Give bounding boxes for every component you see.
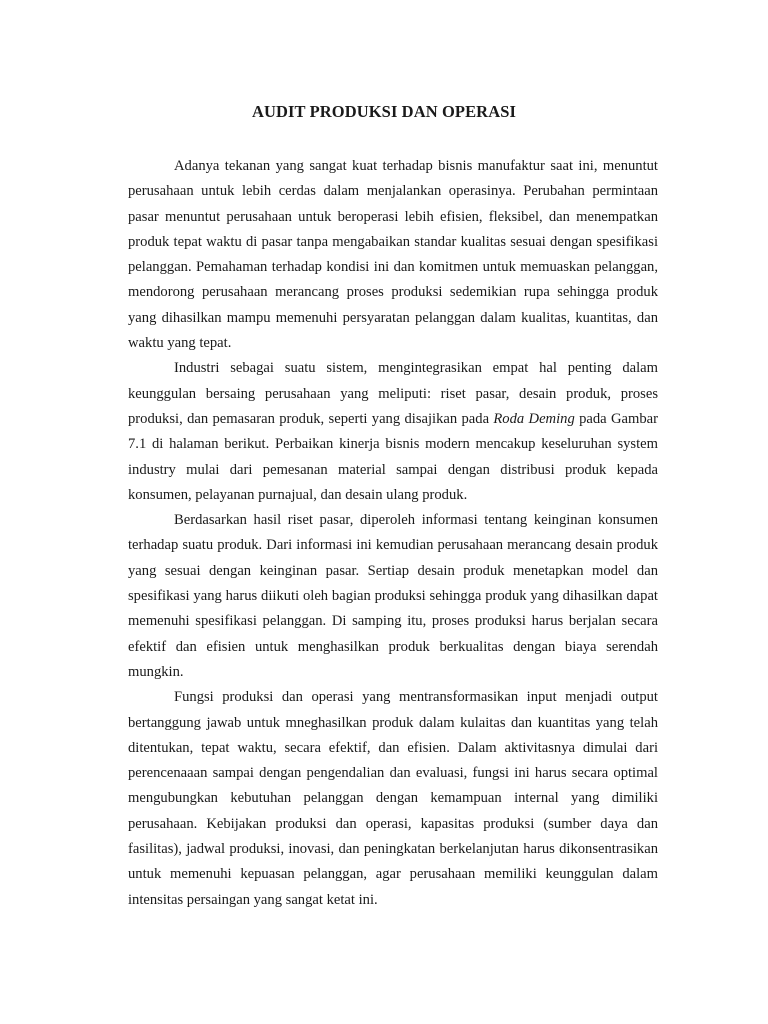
paragraph-2-text-after: pada Gambar 7.1 di halaman berikut. Perbaikan kinerja bisnis modern mencakup keseluruhan system industry mulai dari pemesanan material sampai dengan distribusi produk kepada konsumen, pelayanan purnajual, dan desain ulang produk. (128, 410, 658, 503)
document-body (128, 154, 658, 913)
paragraph-3: Berdasarkan hasil riset pasar, diperoleh informasi tentang keinginan konsumen terhadap suatu produk. Dari informasi ini kemudian perusahaan merancang desain produk yang sesuai dengan keinginan pasar. Sertiap desain produk menetapkan model dan spesifikasi yang harus diikuti oleh bagian produksi sehingga produk yang dihasilkan dapat memenuhi spesifikasi pelanggan. Di samping itu, proses produksi harus berjalan secara efektif dan efisien untuk menghasilkan produk berkualitas dengan biaya serendah mungkin. (128, 512, 658, 680)
paragraph-1: Adanya tekanan yang sangat kuat terhadap bisnis manufaktur saat ini, menuntut perusahaan untuk lebih cerdas dalam menjalankan operasinya. Perubahan permintaan pasar menuntut perusahaan untuk beroperasi lebih efisien, fleksibel, dan menempatkan produk tepat waktu di pasar tanpa mengabaikan standar kualitas sesuai dengan spesifikasi pelanggan. Pemahaman terhadap kondisi ini dan komitmen untuk memuaskan pelanggan, mendorong perusahaan merancang proses produksi sedemikian rupa sehingga produk yang dihasilkan mampu memenuhi persyaratan pelanggan dalam kualitas, kuantitas, dan waktu yang tepat. (128, 158, 658, 352)
paragraph-4: Fungsi produksi dan operasi yang mentransformasikan input menjadi output bertanggung jawab untuk mneghasilkan produk dalam kulaitas dan kuantitas yang telah ditentukan, tepat waktu, secara efektif, dan efisien. Dalam aktivitasnya dimulai dari perencenaaan sampai dengan pengendalian dan evaluasi, fungsi ini harus secara optimal mengubungkan kebutuhan pelanggan dengan kemampuan internal yang dimiliki perusahaan. Kebijakan produksi dan operasi, kapasitas produksi (sumber daya dan fasilitas), jadwal produksi, inovasi, dan peningkatan berkelanjutan harus dikonsentrasikan untuk memenuhi kepuasan pelanggan, agar perusahaan memiliki keunggulan dalam intensitas persaingan yang sangat ketat ini. (128, 689, 658, 908)
paragraph-2-text-before: Industri sebagai suatu sistem, mengintegrasikan empat hal penting dalam keunggulan bersaing perusahaan yang meliputi: riset pasar, desain produk, proses produksi, dan pemasaran produk, seperti yang disajikan pada (128, 360, 658, 427)
paragraph-2 (128, 356, 658, 508)
document-title: AUDIT PRODUKSI DAN OPERASI (251, 102, 517, 121)
roda-deming-emphasis: Roda Deming (493, 410, 575, 427)
